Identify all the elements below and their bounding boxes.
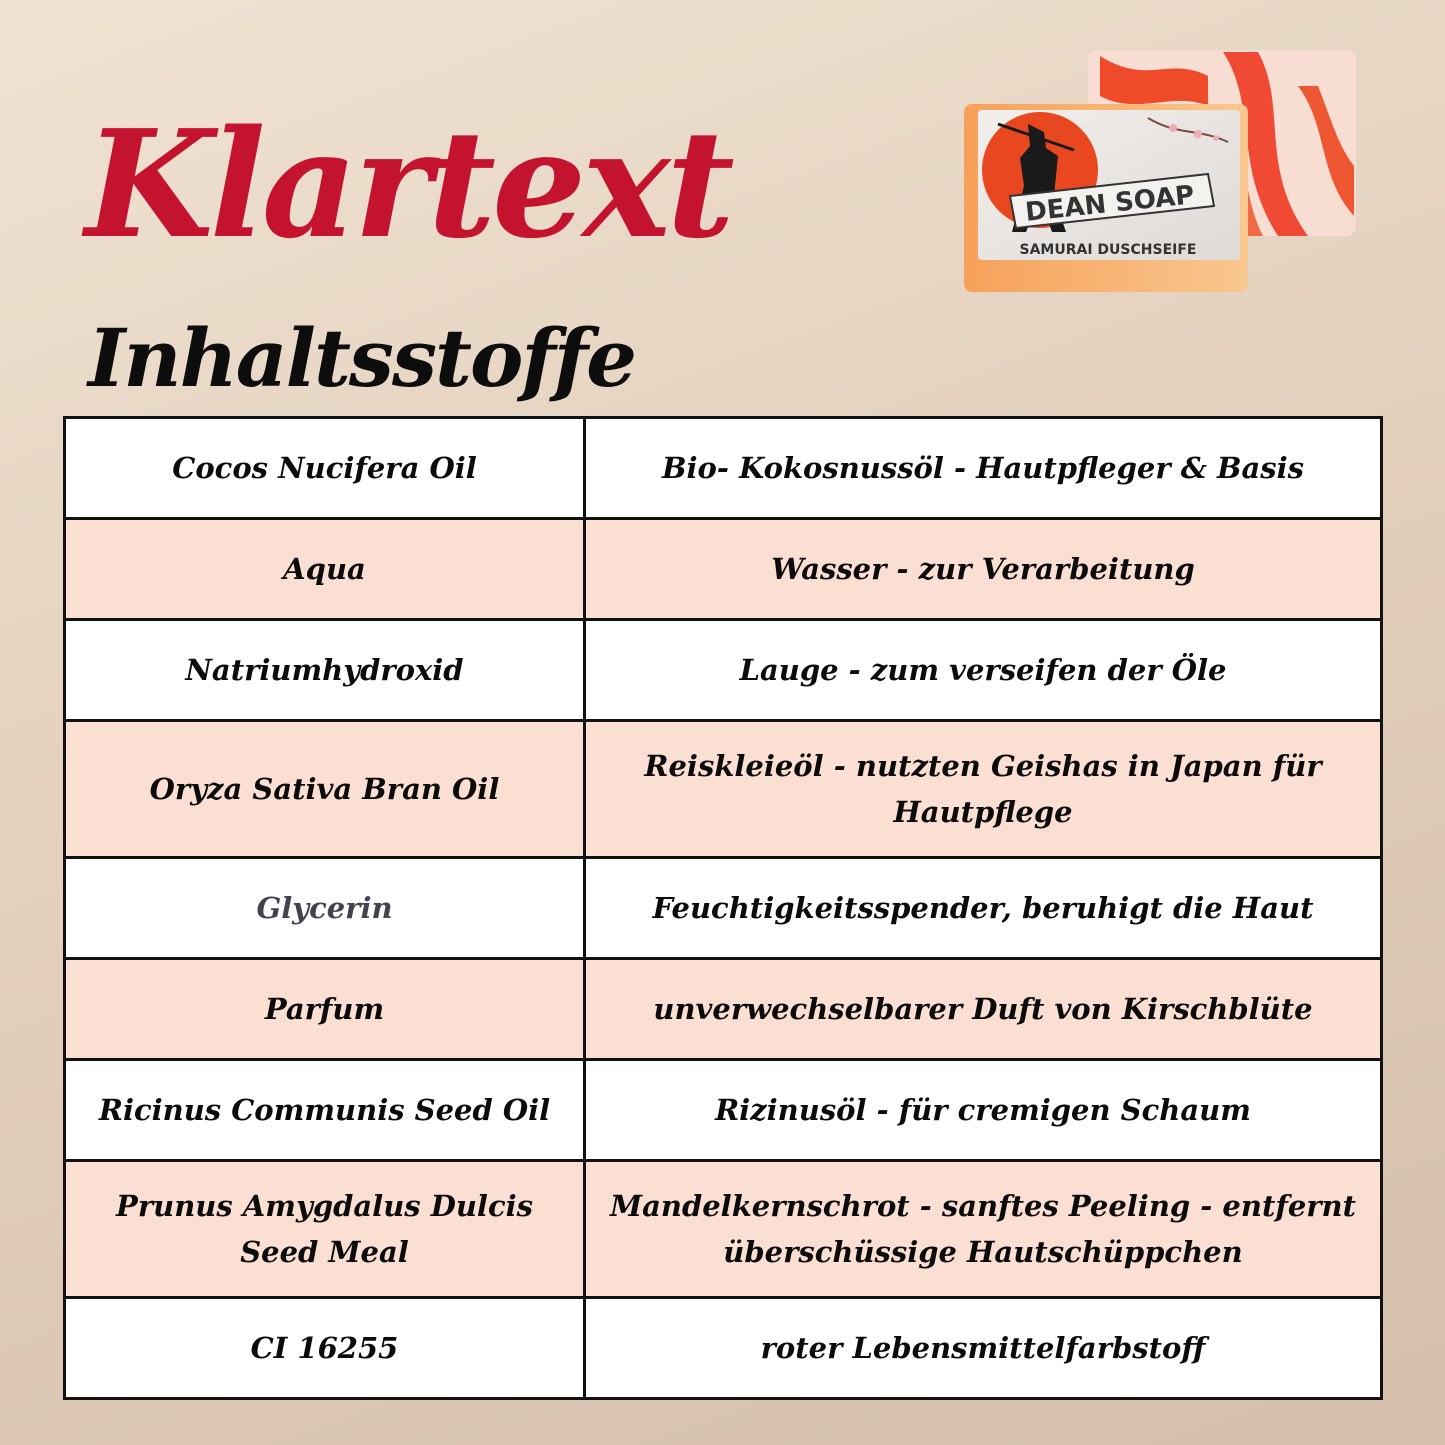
ingredient-inci: Ricinus Communis Seed Oil bbox=[65, 1060, 585, 1161]
ingredient-description: Rizinusöl - für cremigen Schaum bbox=[585, 1060, 1382, 1161]
ingredient-inci: Natriumhydroxid bbox=[65, 620, 585, 721]
ingredient-inci: Parfum bbox=[65, 959, 585, 1060]
table-row bbox=[65, 1060, 1382, 1161]
ingredient-inci: Oryza Sativa Bran Oil bbox=[65, 721, 585, 858]
table-row bbox=[65, 519, 1382, 620]
ingredient-description: Lauge - zum verseifen der Öle bbox=[585, 620, 1382, 721]
subheadline: Inhaltsstoffe bbox=[88, 311, 636, 405]
ingredient-description: unverwechselbarer Duft von Kirschblüte bbox=[585, 959, 1382, 1060]
table-row bbox=[65, 418, 1382, 519]
table-row bbox=[65, 858, 1382, 959]
ingredient-description: Mandelkernschrot - sanftes Peeling - entfernt überschüssige Hautschüppchen bbox=[585, 1161, 1382, 1298]
table-row bbox=[65, 721, 1382, 858]
ingredient-description: Bio- Kokosnussöl - Hautpfleger & Basis bbox=[585, 418, 1382, 519]
ingredient-description: roter Lebensmittelfarbstoff bbox=[585, 1298, 1382, 1399]
ingredients-table bbox=[63, 416, 1383, 1400]
ingredient-inci: Aqua bbox=[65, 519, 585, 620]
ingredient-description: Feuchtigkeitsspender, beruhigt die Haut bbox=[585, 858, 1382, 959]
table-row bbox=[65, 1161, 1382, 1298]
ingredient-inci: Cocos Nucifera Oil bbox=[65, 418, 585, 519]
ingredient-inci: Glycerin bbox=[65, 858, 585, 959]
headline: Klartext bbox=[85, 97, 731, 271]
front-soap-bar bbox=[964, 104, 1248, 292]
table-row bbox=[65, 959, 1382, 1060]
ingredient-description: Wasser - zur Verarbeitung bbox=[585, 519, 1382, 620]
ingredient-description: Reiskleieöl - nutzten Geishas in Japan für Hautpflege bbox=[585, 721, 1382, 858]
ingredient-inci: CI 16255 bbox=[65, 1298, 585, 1399]
table-row bbox=[65, 620, 1382, 721]
soap-brand: DEAN SOAP bbox=[1023, 180, 1196, 228]
table-row bbox=[65, 1298, 1382, 1399]
ingredient-inci: Prunus Amygdalus Dulcis Seed Meal bbox=[65, 1161, 585, 1298]
soap-product-image bbox=[958, 46, 1362, 298]
soap-product-name: SAMURAI DUSCHSEIFE bbox=[1019, 242, 1197, 258]
